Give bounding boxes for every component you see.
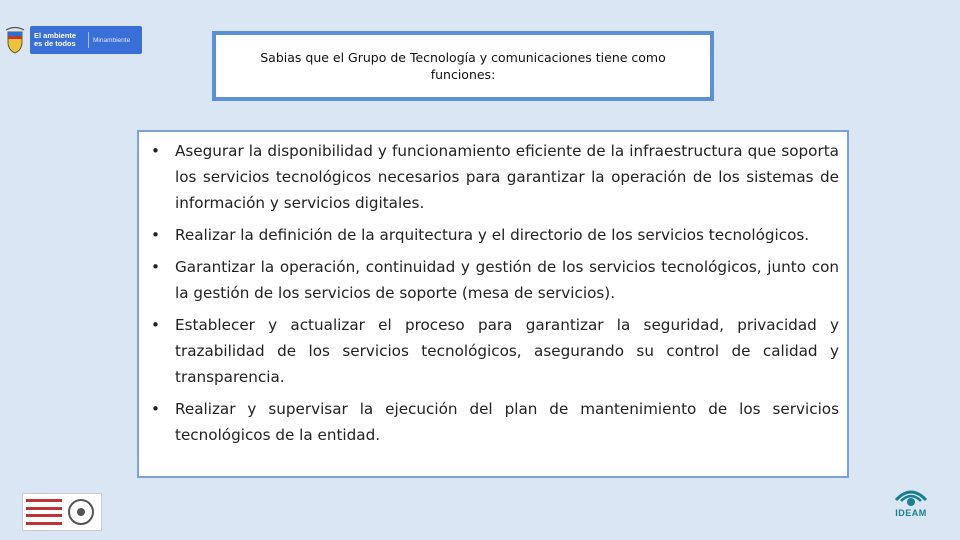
government-logo — [4, 26, 142, 54]
list-item — [149, 222, 839, 248]
function-text: Asegurar la disponibilidad y funcionamiento eficiente de la infraestructura que soporta los servicios tecnológicos necesarios para garantizar la operación de los sistemas de información y servicios digitales. — [175, 142, 839, 212]
cert-seal-icon — [68, 499, 94, 525]
function-text: Realizar la definición de la arquitectura y el directorio de los servicios tecnológicos. — [175, 226, 810, 244]
bullet-icon: • — [151, 316, 160, 334]
gov-badge — [30, 26, 142, 54]
ideam-label: IDEAM — [895, 508, 927, 518]
function-text: Garantizar la operación, continuidad y gestión de los servicios tecnológicos, junto con la gestión de los servicios de soporte (mesa de servicios). — [175, 258, 839, 302]
bullet-icon: • — [151, 226, 160, 244]
bullet-icon: • — [151, 400, 160, 418]
eye-icon — [894, 486, 928, 508]
cert-stripes — [26, 497, 62, 527]
certification-logo — [22, 493, 102, 531]
list-item — [149, 312, 839, 390]
page-title: Sabias que el Grupo de Tecnología y comunicaciones tiene como funciones: — [260, 50, 666, 82]
ideam-logo — [888, 486, 934, 526]
list-item — [149, 138, 839, 216]
list-item — [149, 254, 839, 306]
ministry-name: Minambiente — [93, 36, 131, 44]
coat-of-arms-icon — [4, 26, 26, 54]
list-item — [149, 396, 839, 448]
functions-box — [137, 130, 849, 478]
functions-list — [139, 132, 847, 448]
bullet-icon: • — [151, 142, 160, 160]
title-box — [212, 31, 714, 101]
badge-divider — [88, 32, 89, 48]
bullet-icon: • — [151, 258, 160, 276]
function-text: Establecer y actualizar el proceso para garantizar la seguridad, privacidad y trazabilidad de los servicios tecnológicos, asegurando su control de calidad y transparencia. — [175, 316, 839, 386]
function-text: Realizar y supervisar la ejecución del plan de mantenimiento de los servicios tecnológicos de la entidad. — [175, 400, 839, 444]
gov-slogan: El ambiente es de todos — [34, 31, 77, 48]
